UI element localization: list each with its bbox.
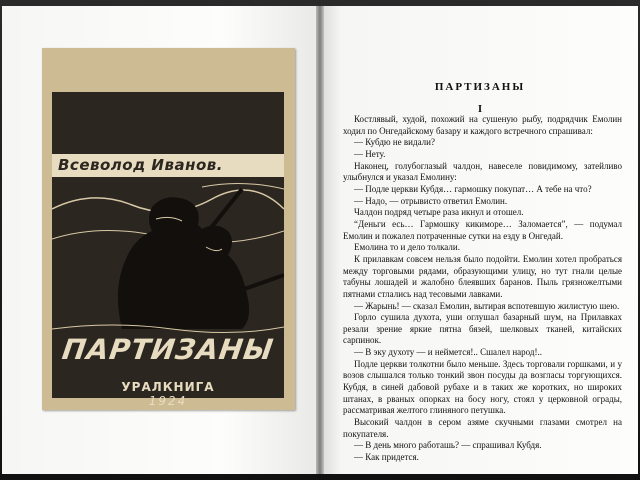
paragraph: — Нету. xyxy=(354,148,386,159)
paragraph: — Надо, — отрывисто ответил Емолин. xyxy=(354,195,508,206)
cover-author: Всеволод Иванов. xyxy=(58,156,223,174)
cover-publisher: УРАЛКНИГА xyxy=(121,380,215,394)
paragraph: — Жарынь! — сказал Емолин, вытирая вспотевшую жилистую шею. xyxy=(354,300,620,311)
cover-year: 1924 xyxy=(148,394,188,408)
book-cover xyxy=(42,48,295,410)
paragraph: Чалдон подряд четыре раза икнул и отошел. xyxy=(354,207,524,218)
paragraph: Емолина то и дело толкали. xyxy=(354,242,460,253)
paragraph: Костлявый, худой, похожий на сушеную рыбу, подрядчик Емолин ходил по Онгедайскому базару и каждого встречного спрашивал: xyxy=(343,114,622,136)
book-spine xyxy=(316,6,324,474)
paragraph: К прилавкам совсем нельзя было подойти. Емолин хотел пробраться между торговыми рядами, образующими улицу, но тут гнали целые табуны лошадей и жалобно блеявших баранов. Пыль грязножелтыми пятнами стлались над тесовыми лавками. xyxy=(343,253,622,299)
paragraph: — Кубдю не видали? xyxy=(354,137,435,148)
story-title: ПАРТИЗАНЫ xyxy=(434,81,526,93)
paragraph: Наконец, голубоглазый чалдон, навеселе повидимому, затейливо улыбнулся и указал Емолину: xyxy=(343,160,622,183)
paragraph: — Как придется. xyxy=(354,452,419,463)
paragraph: — В эку духоту — и неймется!.. Сшалел народ!.. xyxy=(354,347,542,358)
cover-title: ПАРТИЗАНЫ xyxy=(60,333,276,366)
paragraph: Высокий чалдон в сером азяме скучными глазами смотрел на покупателя. xyxy=(343,417,622,439)
paragraph: “Деньги есь… Гармошку кикиморе… Заломается”, — подумал Емолин и пожалел потраченные сутки на езду в Онгедай. xyxy=(343,218,622,241)
story-text xyxy=(343,114,622,464)
paragraph: — Подле церкви Кубдя… гармошку покупат… А тебе на что? xyxy=(354,183,592,194)
paragraph: — В день много работашь? — спрашивал Кубдя. xyxy=(354,440,542,451)
paragraph: Горло сушила духота, уши оглушал базарный шум, на Прилавках резали зрение яркие пятна бязей, шелковых тканей, китайских сарпинок. xyxy=(343,312,622,346)
chapter-number: I xyxy=(477,103,483,115)
paragraph: Подле церкви толкотни было меньше. Здесь торговали горшками, и у возов слышался только тонкий звон посуды да возгласы торгующихся. Кубдя, в синей дабовой рубахе и в таких же коротких, но широких штанах, в рваных опорках на босу ногу, стоял у церковной ограды, рассматривая желтого глиняного петушка. xyxy=(343,358,622,416)
